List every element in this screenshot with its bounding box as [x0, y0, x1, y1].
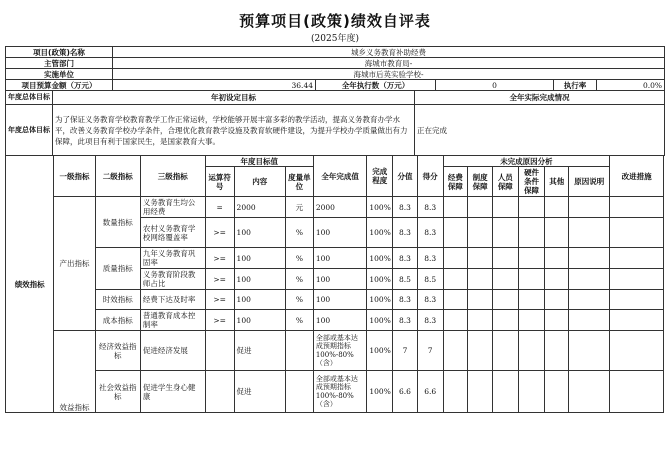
- row-op: >=: [205, 310, 234, 331]
- row-done: 100: [313, 269, 367, 290]
- table-row: [6, 248, 664, 269]
- reason-cell: [443, 371, 468, 413]
- lvl3-header: 三级指标: [140, 156, 205, 197]
- reason-cell: [468, 290, 493, 310]
- unit-value: 海城市后英实验学校-: [113, 69, 665, 80]
- row-degree: 100%: [367, 269, 393, 290]
- reason-cell: [545, 371, 569, 413]
- reason-cell: [443, 248, 468, 269]
- table-row: [6, 310, 664, 331]
- reason-desc-header: 原因说明: [569, 167, 610, 197]
- project-name-label: 项目(政策)名称: [6, 47, 113, 58]
- reason-cell: [492, 248, 518, 269]
- reason-cell: [518, 371, 545, 413]
- row-score: 6.6: [393, 371, 418, 413]
- reason-cell: [492, 218, 518, 248]
- lvl2-header: 二级指标: [95, 156, 140, 197]
- row-got: 8.5: [417, 269, 443, 290]
- reason-cell: [518, 248, 545, 269]
- reason-cell: [569, 310, 610, 331]
- row-score: 8.3: [393, 197, 418, 218]
- table-row: [6, 197, 664, 218]
- row-unit: [286, 331, 314, 371]
- row-degree: 100%: [367, 331, 393, 371]
- reason-cell: [468, 197, 493, 218]
- row-got: 8.3: [417, 310, 443, 331]
- row-unit: %: [286, 269, 314, 290]
- row-got: 8.3: [417, 248, 443, 269]
- row-content: 促进: [234, 371, 285, 413]
- reason-cell: [569, 371, 610, 413]
- got-header: 得分: [417, 156, 443, 197]
- row-unit: %: [286, 218, 314, 248]
- unit-label: 实施单位: [6, 69, 113, 80]
- reason-cell: [545, 331, 569, 371]
- fix-cell: [610, 197, 664, 218]
- row-done: 100: [313, 290, 367, 310]
- reason-cell: [569, 290, 610, 310]
- row-content: 100: [234, 310, 285, 331]
- reason-cell: [492, 290, 518, 310]
- row-done: 2000: [313, 197, 367, 218]
- group-social: 社会效益指标: [95, 371, 140, 413]
- target-group-header: 年度目标值: [205, 156, 313, 167]
- rate-value: 0.0%: [597, 80, 665, 91]
- row-content: 100: [234, 290, 285, 310]
- row-op: >=: [205, 290, 234, 310]
- reason-cell: [569, 218, 610, 248]
- content-header: 内容: [234, 167, 285, 197]
- row-unit: %: [286, 310, 314, 331]
- row-degree: 100%: [367, 290, 393, 310]
- budget-value: 36.44: [113, 80, 316, 91]
- row-unit: %: [286, 248, 314, 269]
- reason-cell: [492, 269, 518, 290]
- reason-cell: [569, 248, 610, 269]
- row-content: 促进: [234, 331, 285, 371]
- reason-cell: [492, 331, 518, 371]
- table-row: [6, 290, 664, 310]
- reason-other-header: 其他: [545, 167, 569, 197]
- exec-value: 0: [436, 80, 554, 91]
- goals-row-label-top: 年度总体目标: [6, 91, 53, 105]
- row-got: 8.3: [417, 290, 443, 310]
- row-got: 8.3: [417, 197, 443, 218]
- reason-cell: [518, 218, 545, 248]
- row-done: 全部或基本达成预期指标100%-80%（含）: [313, 371, 367, 413]
- row-score: 7: [393, 331, 418, 371]
- reason-cell: [443, 331, 468, 371]
- fix-cell: [610, 290, 664, 310]
- fix-header: 改进措施: [610, 156, 664, 197]
- info-row: [6, 80, 665, 91]
- info-row: [6, 69, 665, 80]
- row-score: 8.3: [393, 218, 418, 248]
- row-done: 100: [313, 248, 367, 269]
- row-unit: %: [286, 290, 314, 310]
- table-row: [6, 371, 664, 413]
- indicators-table: [5, 155, 664, 413]
- row-got: 7: [417, 331, 443, 371]
- row-name: 农村义务教育学校网络覆盖率: [140, 218, 205, 248]
- reason-cell: [518, 310, 545, 331]
- reason-cell: [545, 218, 569, 248]
- fix-cell: [610, 331, 664, 371]
- reason-cell: [545, 310, 569, 331]
- evaluation-form: [5, 10, 665, 413]
- group-output: 产出指标: [54, 197, 95, 331]
- rate-label: 执行率: [554, 80, 597, 91]
- info-row: [6, 47, 665, 58]
- goals-row-label: 年度总体目标: [6, 105, 53, 156]
- row-score: 8.3: [393, 290, 418, 310]
- reason-cell: [468, 269, 493, 290]
- reason-cell: [492, 197, 518, 218]
- row-name: 九年义务教育巩固率: [140, 248, 205, 269]
- fix-cell: [610, 248, 664, 269]
- table-row: [6, 331, 664, 371]
- reason-cell: [468, 371, 493, 413]
- row-content: 100: [234, 218, 285, 248]
- group-econ: 经济效益指标: [95, 331, 140, 371]
- op-header: 运算符号: [205, 167, 234, 197]
- reason-staff-header: 人员保障: [492, 167, 518, 197]
- reason-cell: [443, 269, 468, 290]
- reason-cell: [518, 290, 545, 310]
- fix-cell: [610, 269, 664, 290]
- row-score: 8.5: [393, 269, 418, 290]
- reason-system-header: 制度保障: [468, 167, 493, 197]
- score-header: 分值: [393, 156, 418, 197]
- group-time: 时效指标: [95, 290, 140, 310]
- row-degree: 100%: [367, 248, 393, 269]
- exec-label: 全年执行数（万元）: [316, 80, 436, 91]
- row-score: 8.3: [393, 248, 418, 269]
- fix-cell: [610, 371, 664, 413]
- row-op: [205, 371, 234, 413]
- row-degree: 100%: [367, 371, 393, 413]
- goals-content-row: [6, 105, 665, 156]
- dept-value: 海城市教育局-: [113, 58, 665, 69]
- goals-planned-header: 年初设定目标: [53, 91, 415, 105]
- dept-label: 主管部门: [6, 58, 113, 69]
- goals-table: [5, 90, 665, 156]
- goals-header-row: [6, 91, 665, 105]
- reason-cell: [545, 248, 569, 269]
- header-row: [6, 156, 664, 167]
- row-done: 100: [313, 218, 367, 248]
- fix-cell: [610, 310, 664, 331]
- reason-cell: [468, 310, 493, 331]
- reason-cell: [443, 310, 468, 331]
- row-op: =: [205, 197, 234, 218]
- group-quantity: 数量指标: [95, 197, 140, 248]
- group-quality: 质量指标: [95, 248, 140, 290]
- info-row: [6, 58, 665, 69]
- row-done: 100: [313, 310, 367, 331]
- reason-cell: [569, 197, 610, 218]
- perf-label: 绩效指标: [6, 156, 54, 413]
- reason-group-header: 未完成原因分析: [443, 156, 610, 167]
- reason-cell: [468, 248, 493, 269]
- row-score: 8.3: [393, 310, 418, 331]
- reason-cell: [443, 290, 468, 310]
- row-degree: 100%: [367, 218, 393, 248]
- row-unit: [286, 371, 314, 413]
- row-op: >=: [205, 248, 234, 269]
- fix-cell: [610, 218, 664, 248]
- reason-cell: [443, 218, 468, 248]
- group-cost: 成本指标: [95, 310, 140, 331]
- done-header: 全年完成值: [313, 156, 367, 197]
- document-year: (2025年度): [311, 34, 359, 44]
- reason-cell: [569, 331, 610, 371]
- row-op: >=: [205, 269, 234, 290]
- row-name: 经费下达及时率: [140, 290, 205, 310]
- row-unit: 元: [286, 197, 314, 218]
- reason-cell: [468, 218, 493, 248]
- row-got: 8.3: [417, 218, 443, 248]
- row-degree: 100%: [367, 197, 393, 218]
- row-content: 100: [234, 269, 285, 290]
- reason-cell: [569, 269, 610, 290]
- info-table: [5, 46, 665, 91]
- goals-planned-text: 为了保证义务教育学校教育教学工作正常运转，学校能够开展丰富多彩的教学活动，提高义务教育办学水平，改善义务教育学校办学条件，合理优化教育教学设施及教育软硬件建设，为提升学校办学质量做出有力保障，此项目有利于国家民生，是国家教育大事。: [53, 105, 415, 156]
- row-name: 义务教育阶段教师占比: [140, 269, 205, 290]
- row-content: 100: [234, 248, 285, 269]
- row-op: >=: [205, 218, 234, 248]
- degree-header: 完成程度: [367, 156, 393, 197]
- reason-cell: [545, 290, 569, 310]
- goals-actual-header: 全年实际完成情况: [415, 91, 665, 105]
- document-title: 预算项目(政策)绩效自评表: [239, 12, 431, 30]
- row-name: 普通教育成本控制率: [140, 310, 205, 331]
- project-name-value: 城乡义务教育补助经费: [113, 47, 665, 58]
- row-content: 2000: [234, 197, 285, 218]
- row-name: 促进学生身心健康: [140, 371, 205, 413]
- reason-cell: [545, 197, 569, 218]
- reason-cell: [518, 269, 545, 290]
- reason-cell: [468, 331, 493, 371]
- reason-cell: [492, 310, 518, 331]
- row-name: 促进经济发展: [140, 331, 205, 371]
- reason-cell: [518, 197, 545, 218]
- unit-header: 度量单位: [286, 167, 314, 197]
- row-degree: 100%: [367, 310, 393, 331]
- lvl1-header: 一级指标: [54, 156, 95, 197]
- row-done: 全部或基本达成预期指标100%-80%（含）: [313, 331, 367, 371]
- reason-cell: [492, 371, 518, 413]
- group-effect: 效益指标: [54, 331, 95, 413]
- goals-actual-text: 正在完成: [415, 105, 665, 156]
- row-op: [205, 331, 234, 371]
- reason-cell: [545, 269, 569, 290]
- row-name: 义务教育生均公用经费: [140, 197, 205, 218]
- reason-cell: [443, 197, 468, 218]
- budget-label: 项目预算金额（万元）: [6, 80, 113, 91]
- reason-cell: [518, 331, 545, 371]
- row-got: 6.6: [417, 371, 443, 413]
- reason-hardware-header: 硬件条件保障: [518, 167, 545, 197]
- reason-fund-header: 经费保障: [443, 167, 468, 197]
